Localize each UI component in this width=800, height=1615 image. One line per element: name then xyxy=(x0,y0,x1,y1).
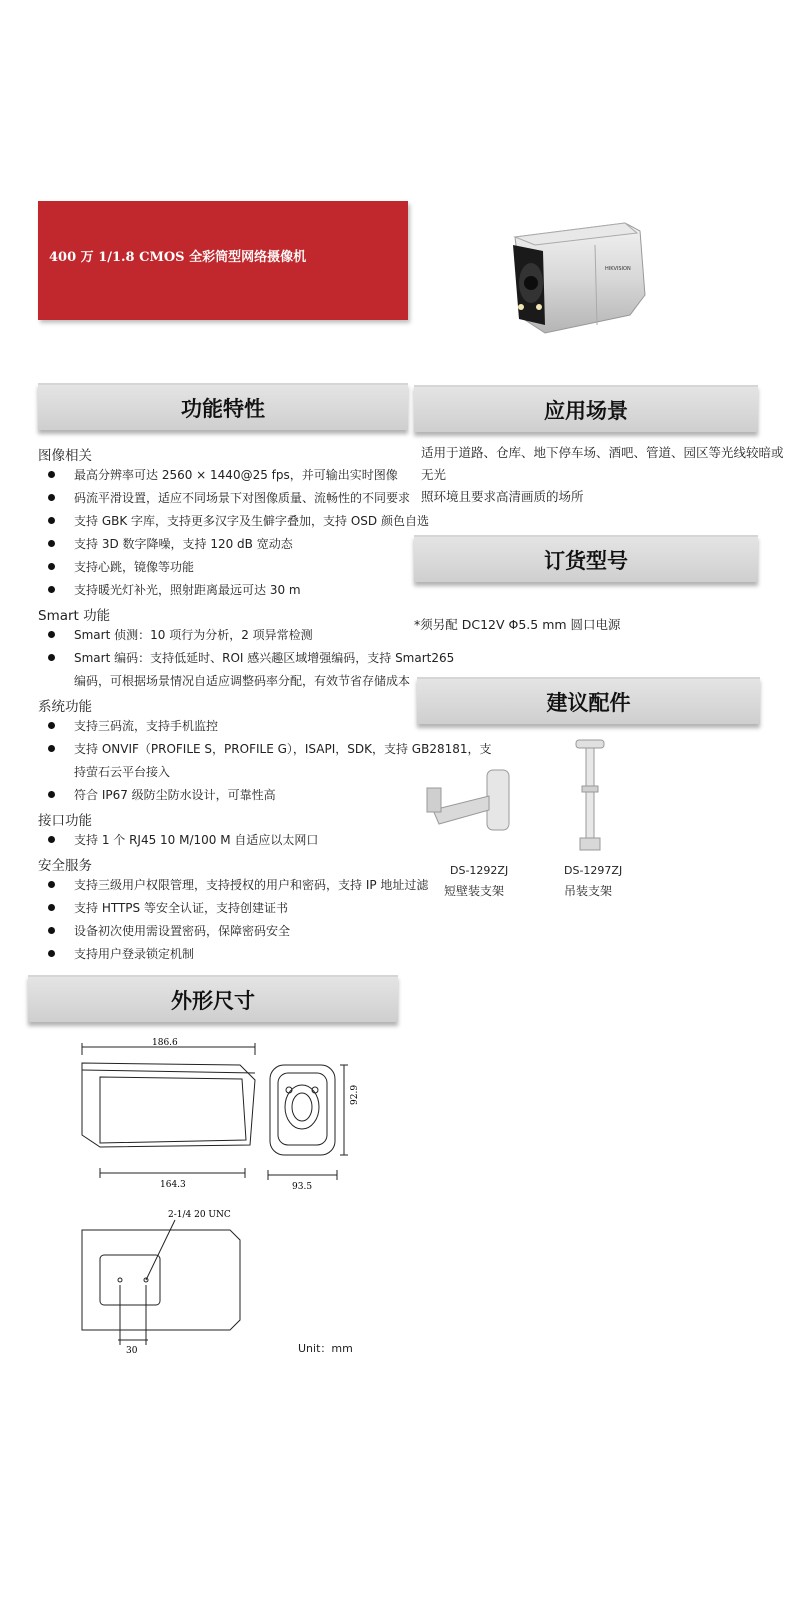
application-line: 适用于道路、仓库、地下停车场、酒吧、管道、园区等光线较暗或无光 xyxy=(421,445,784,482)
feature-item-text: 符合 IP67 级防尘防水设计，可靠性高 xyxy=(74,788,276,802)
feature-item-text: 最高分辨率可达 2560 × 1440@25 fps，并可输出实时图像 xyxy=(74,468,398,482)
bullet-icon xyxy=(48,722,55,729)
camera-product-image xyxy=(505,215,655,340)
bullet-icon xyxy=(48,471,55,478)
dim-height: 92.9 xyxy=(350,1084,360,1105)
dim-body: 164.3 xyxy=(160,1180,186,1190)
feature-item-text: 持萤石云平台接入 xyxy=(74,765,171,779)
feature-item-text: 支持 3D 数字降噪，支持 120 dB 宽动态 xyxy=(74,537,293,551)
bullet-icon xyxy=(48,631,55,638)
feature-item-text: 码流平滑设置，适应不同场景下对图像质量、流畅性的不同要求 xyxy=(74,491,411,505)
bullet-icon xyxy=(48,563,55,570)
bullet-icon xyxy=(48,791,55,798)
dimension-drawing xyxy=(70,1035,370,1355)
accessory-name: 短壁装支架 xyxy=(444,884,505,898)
bullet-icon xyxy=(48,494,55,501)
feature-group-title: 接口功能 xyxy=(38,813,92,829)
feature-item-text: Smart 编码：支持低延时、ROI 感兴趣区域增强编码，支持 Smart265 xyxy=(74,651,455,665)
pendant-bracket-image xyxy=(570,738,610,853)
accessory-model: DS-1292ZJ xyxy=(450,864,509,877)
bullet-icon xyxy=(48,586,55,593)
feature-item-text: 支持三级用户权限管理，支持授权的用户和密码，支持 IP 地址过滤 xyxy=(74,878,429,892)
feature-item-text: 支持用户登录锁定机制 xyxy=(74,947,195,961)
unit-label: Unit：mm xyxy=(298,1342,353,1355)
feature-item-text: 编码，可根据场景情况自适应调整码率分配，有效节省存储成本 xyxy=(74,674,411,688)
feature-group-title: 图像相关 xyxy=(38,448,92,464)
bullet-icon xyxy=(48,517,55,524)
order-note: *须另配 DC12V Φ5.5 mm 圆口电源 xyxy=(414,617,621,632)
section-order-title: 订货型号 xyxy=(544,548,628,573)
feature-item-text: 支持 ONVIF（PROFILE S，PROFILE G），ISAPI，SDK，支持 GB28181，支 xyxy=(74,742,492,756)
section-accessories-title: 建议配件 xyxy=(546,690,631,715)
section-application-title: 应用场景 xyxy=(544,398,628,423)
feature-item-text: 支持心跳，镜像等功能 xyxy=(74,560,195,574)
feature-item-text: 支持 GBK 字库，支持更多汉字及生僻字叠加，支持 OSD 颜色自选 xyxy=(74,514,429,528)
feature-item-text: 支持 HTTPS 等安全认证，支持创建证书 xyxy=(74,901,288,915)
feature-group-title: 系统功能 xyxy=(38,699,92,715)
wall-bracket-image xyxy=(425,760,515,835)
bullet-icon xyxy=(48,654,55,661)
feature-item-text: 支持暖光灯补光，照射距离最远可达 30 m xyxy=(74,583,301,597)
bullet-icon xyxy=(48,836,55,843)
section-order-header xyxy=(414,535,758,582)
application-line: 照环境且要求高清画质的场所 xyxy=(421,489,584,504)
section-features-header xyxy=(38,383,408,430)
camera-brand-label: HIKVISION xyxy=(605,266,631,272)
application-text xyxy=(421,442,791,508)
feature-item-text: 设备初次使用需设置密码，保障密码安全 xyxy=(74,924,291,938)
section-dimensions-title: 外形尺寸 xyxy=(171,988,255,1013)
bullet-icon xyxy=(48,927,55,934)
dim-length: 186.6 xyxy=(152,1038,178,1048)
feature-item-text: 支持三码流，支持手机监控 xyxy=(74,719,219,733)
accessory-name: 吊装支架 xyxy=(564,884,613,898)
section-application-header xyxy=(414,385,758,432)
dim-width: 93.5 xyxy=(292,1182,313,1192)
bullet-icon xyxy=(48,745,55,752)
section-accessories-header xyxy=(417,677,760,724)
bullet-icon xyxy=(48,950,55,957)
section-features-title: 功能特性 xyxy=(181,396,265,421)
bullet-icon xyxy=(48,904,55,911)
product-title: 400 万 1/1.8 CMOS 全彩筒型网络摄像机 xyxy=(49,250,307,265)
bullet-icon xyxy=(48,540,55,547)
feature-item-text: Smart 侦测：10 项行为分析，2 项异常检测 xyxy=(74,628,313,642)
section-dimensions-header xyxy=(28,975,398,1022)
bullet-icon xyxy=(48,881,55,888)
product-title-banner xyxy=(38,201,408,320)
feature-item-text: 支持 1 个 RJ45 10 M/100 M 自适应以太网口 xyxy=(74,833,319,847)
dim-thread: 2-1/4 20 UNC xyxy=(168,1210,231,1220)
feature-group-title: 安全服务 xyxy=(38,858,92,874)
accessory-model: DS-1297ZJ xyxy=(564,864,623,877)
dim-hole: 30 xyxy=(126,1346,138,1355)
feature-group-title: Smart 功能 xyxy=(38,608,111,624)
